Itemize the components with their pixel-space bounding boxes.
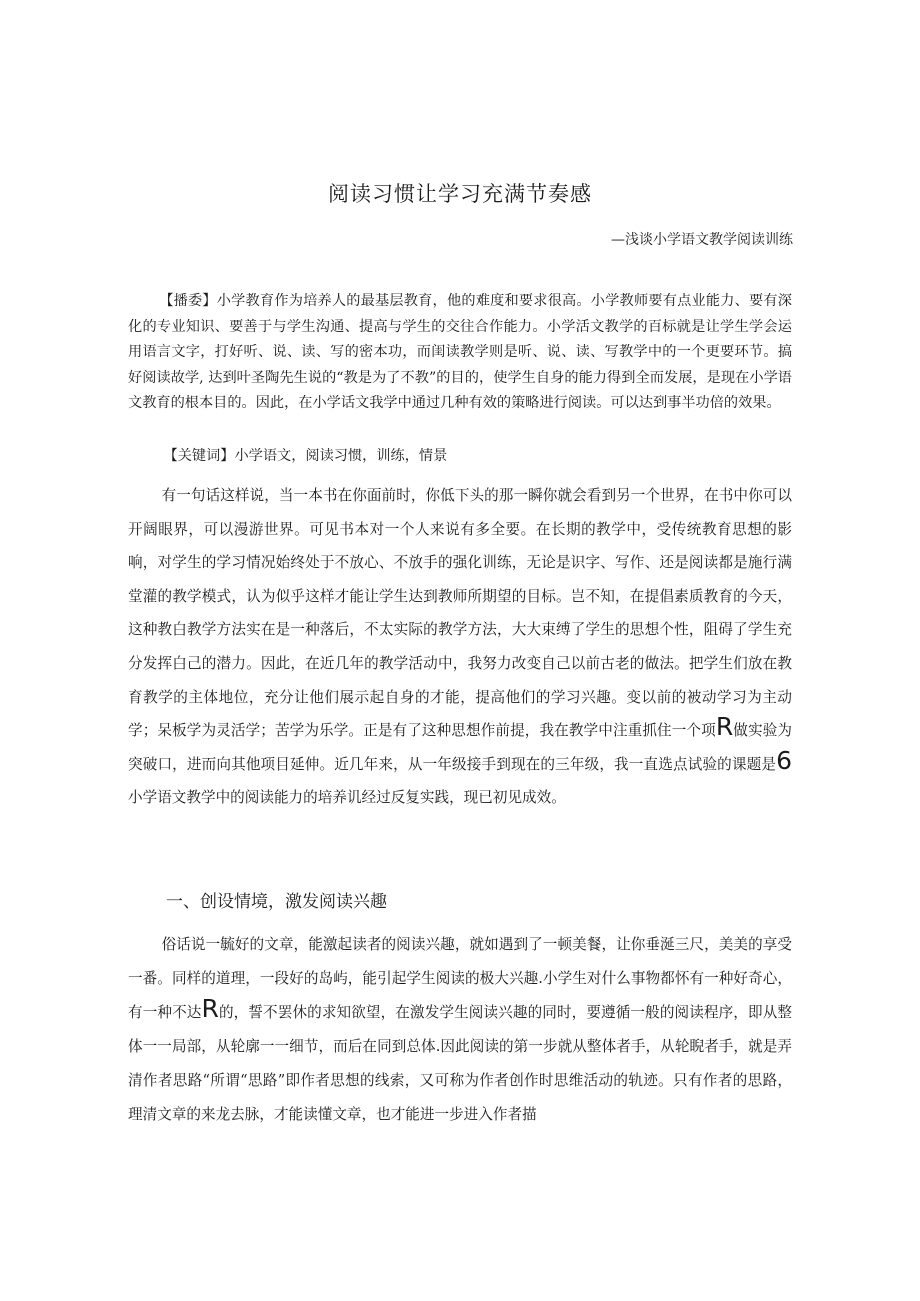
document-title: 阅读习惯让学习充满节奏感 — [328, 182, 592, 206]
large-glyph: 6 — [776, 745, 792, 775]
abstract-paragraph: 【播委】小学教育作为培养人的最基层教育，他的难度和要求很高。小学教师要有点业能力、要有深化的专业知识、要善于与学生沟通、提高与学生的交往合作能力。小学活文教学的百标就是让学生学会运用语言文字，打好听、说、读、写的密本功，而闺读教学则是听、说、读、写教学中的一个更要环节。搞好阅读故学, 达到叶圣陶先生说的“教是为了不教”的目的，使学生自身的能力得到全而发展，是现在小学语文教育的根本目的。因此，在小学话文我学中通过几种有效的策略进行阅读。可以达到事半功倍的效果。 — [128, 293, 792, 411]
large-glyph: R — [201, 994, 219, 1023]
section-heading-1: 一、创设情境，激发阅读兴趣 — [166, 892, 387, 912]
intro-text-1: 有一句话这样说，当一本书在你面前时，你低下头的那一瞬你就会看到另一个世界，在书中你可以开阔眼界，可以漫游世界。可见书本对一个人来说有多全要。在长期的教学中，受传统教育思想的影响，对学生的学习情况始终处于不放心、不放手的强化训练，无论是识字、写作、还是阅读都是施行满堂灌的教学模式，认为似乎这样才能让学生达到教师所期望的目标。岂不知，在提倡素质教育的今天，这种教白教学方法实在是一种落后，不太实际的教学方法，大大束缚了学生的思想个性，阻碍了学生充分发挥白己的潜力。因此，在近几年的教学活动中，我努力改变自己以前古老的做法。把学生们放在教育教学的主体地位，充分让他们展示起自身的才能，提高他们的学习兴趣。变以前的被动学习为主动学；呆板学为灵活学；苦学为乐学。正是有了这种思想作前提，我在教学中注重抓住一个项 — [128, 487, 792, 740]
keywords-line: 【关键词】小学语文，阅读习惯，训练，情景 — [163, 448, 448, 464]
section-1-text-1: 俗话说一毓好的文章，能激起读者的阅读兴趣，就如遇到了一顿美餐，让你垂涎三尺，美美的享受一番。同样的道理，一段好的岛屿，能引起学生阅读的极大兴趣.小学生对什么事物都怀有一种好奇心，有一种不达 — [128, 936, 792, 1021]
document-subtitle: —浅谈小学语文教学阅读训练 — [611, 232, 793, 248]
section-1-paragraph — [128, 928, 792, 1132]
intro-text-3: 小学语文教学中的阅读能力的培养讥经过反复实践，现已初见成效。 — [128, 789, 566, 807]
large-glyph: R — [715, 712, 734, 742]
intro-paragraph — [128, 479, 792, 815]
intro-text-2: 做实验为突破口，进而向其他项目延伸。近几年来，从一年级接手到现在的三年级，我一直选点试验的课题是 — [128, 722, 792, 773]
section-1-text-2: 的，誓不罢休的求知欲望，在激发学生阅读兴趣的同时，要遵循一般的阅读程序，即从整体一一局部，从轮廓一一细节，而后在同到总体.因此阅读的第一步就从整体者手，从轮睨者手，就是弄清作者思路“所谓“思路”即作者思想的线索，又可称为作者创作时思维活动的轨迹。只有作者的思路，理清文章的来龙去脉，才能读懂文章，也才能进一步进入作者描 — [128, 1004, 792, 1123]
